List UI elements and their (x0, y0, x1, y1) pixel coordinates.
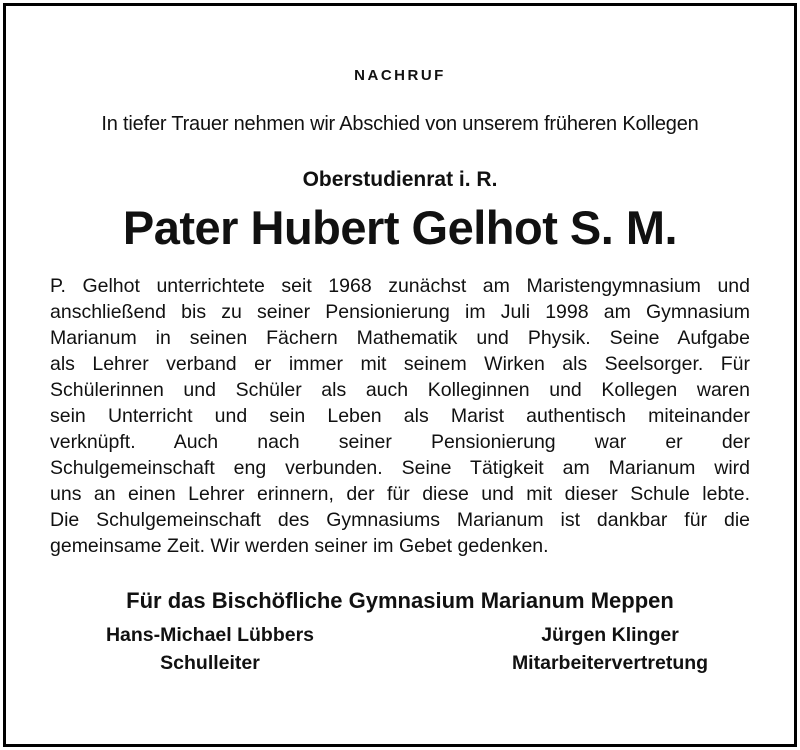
intro-line: In tiefer Trauer nehmen wir Abschied von unserem früheren Kollegen (101, 113, 699, 135)
body-line: anschließend bis zu seiner Pensionierung im Juli 1998 am Gymnasium (50, 301, 750, 323)
signer-principal (50, 621, 370, 677)
deceased-rank: Oberstudienrat i. R. (302, 168, 498, 191)
body-line: verknüpft. Auch nach seiner Pensionierung war er der (50, 431, 750, 453)
notice-heading: NACHRUF (354, 67, 446, 84)
signer-name: Hans-Michael Lübbers (105, 624, 315, 646)
institution-line: Für das Bischöfliche Gymnasium Marianum Meppen (126, 588, 674, 613)
body-line: Schülerinnen und Schüler als auch Kolleginnen und Kollegen waren (50, 379, 750, 401)
signer-role: Schulleiter (160, 652, 260, 674)
deceased-name: Pater Hubert Gelhot S. M. (122, 201, 678, 254)
body-line: sein Unterricht und sein Leben als Marist authentisch miteinander (50, 405, 750, 427)
body-line: uns an einen Lehrer erinnern, der für diese und mit dieser Schule lebte. (50, 483, 750, 505)
body-line: Schulgemeinschaft eng verbunden. Seine Tätigkeit am Marianum wird (50, 457, 750, 479)
signer-role: Mitarbeitervertretung (511, 652, 709, 674)
signer-staff-council (450, 621, 770, 677)
signer-name: Jürgen Klinger (541, 624, 679, 646)
body-line: gemeinsame Zeit. Wir werden seiner im Gebet gedenken. (50, 535, 549, 557)
body-line: als Lehrer verband er immer mit seinem Wirken als Seelsorger. Für (50, 353, 750, 375)
body-line: P. Gelhot unterrichtete seit 1968 zunächst am Maristengymnasium und (50, 275, 750, 297)
notice-body (50, 273, 750, 559)
body-line: Marianum in seinen Fächern Mathematik und Physik. Seine Aufgabe (50, 327, 750, 349)
body-line: Die Schulgemeinschaft des Gymnasiums Marianum ist dankbar für die (50, 509, 750, 531)
